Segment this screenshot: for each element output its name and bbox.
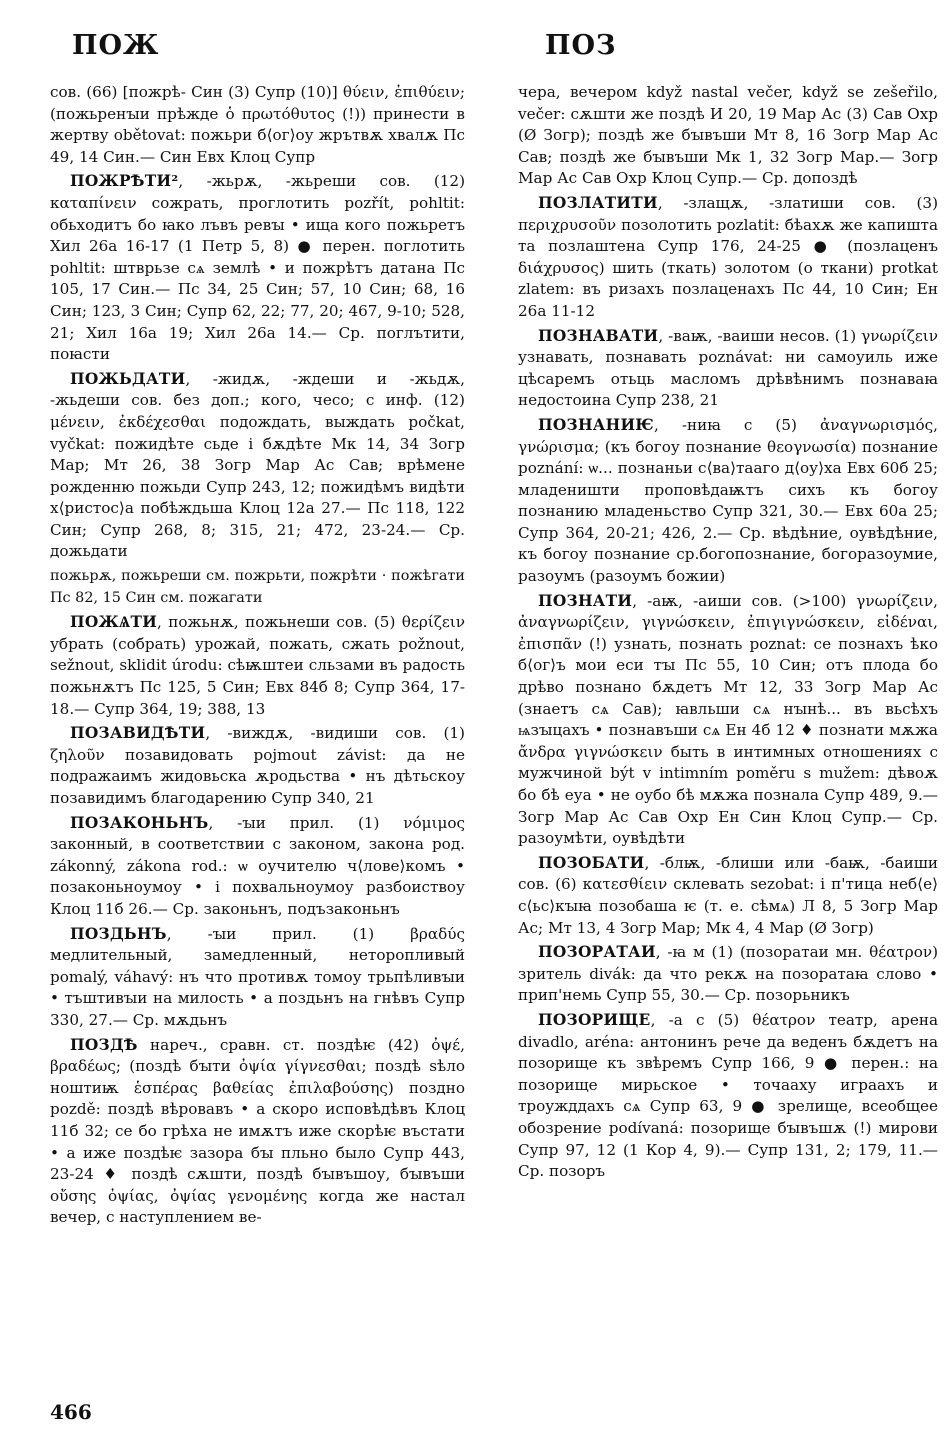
dictionary-entry: ПОЖРѢТИ², -жьрѫ, -жьреши сов. (12) καταπίνειν сожрать, проглотить pozřít, pohltit: обьходитъ бо ꙗко лъвъ ревꙑ • ища кого пожьретъ Хил 26а 16-17 (1 Петр 5, 8) ● перен. поглотить pohltit: штврьзе сѧ землѣ • и пожрѣтъ датана Пс 105, 17 Син.— Пс 34, 25 Син; 57, 10 Син; 68, 16 Син; 123, 3 Син; Супр 62, 22; 77, 20; 467, 9-10; 528, 21; Хил 16а 19; Хил 26а 14.— Ср. поглътити, поꙗсти [50, 172, 466, 364]
right-column [518, 82, 938, 1186]
headword: ПОЗНАНИѤ [538, 415, 654, 434]
headword: ПОЗНАВАТИ [538, 326, 659, 345]
dictionary-entry: ПОЗДЬНЪ, -ꙑи прил. (1) βραδύς медлительный, замедленный, неторопливый pomalý, váhavý: нъ что противѫ томоу трьпѣливꙑи • тъштивꙑи на милость • а поздьнъ на гнѣвъ Супр 330, 27.— Ср. мѫдьнъ [50, 924, 465, 1029]
headword: ПОЗОБАТИ [538, 853, 645, 872]
dictionary-entry: ПОЗНАВАТИ, -ваѭ, -ваиши несов. (1) γνωρίζειν узнавать, познавать poznávat: ни самоуиль иже цѣсаремъ отьць масломъ дрѣвѣнимъ познаваꙗ недостоина Супр 238, 21 [518, 326, 938, 410]
dictionary-entry: ПОЖЬДАТИ, -жидѫ, -ждеши и -жьдѫ, -жьдеши сов. без доп.; кого, чесо; с инф. (12) μένειν, ἐκδέχεσθαι подождать, выждать počkat, vyčkat: пожидѣте сьде і бѫдѣте Мк 14, 34 Зогр Мар; Мт 26, 38 Зогр Мар Ас Сав; врѣмене рожденню пожьди Супр 243, 12; пожидѣмъ видѣти х⟨ристос⟩а побѣждьша Клоц 12а 27.— Пс 118, 122 Син; Супр 268, 8; 315, 21; 472, 23-24.— Ср. дожьдати [50, 369, 465, 561]
dictionary-entry: ПОЗОРИЩЕ, -а с (5) θέατρον театр, арена divadlo, aréna: антонинъ рече да веденъ бѫдетъ на позорище къ звѣремъ Супр 166, 9 ● перен.: на позорище мирьское • точааху играахъ и троужддахъ сѧ Супр 63, 9 ● зрелище, всеобщее обозрение podívaná: позорище бꙑвъшѫ (!) мирови Супр 97, 12 (1 Кор 4, 9).— Супр 131, 2; 179, 11.— Ср. позоръ [518, 1010, 938, 1181]
headword: ПОЗАВИДѢТИ [70, 724, 206, 743]
dictionary-entry: чера, вечером když nastal večer, když se zešeřilo, večer: сѫшти же поздѣ И 20, 19 Мар Ас (3) Сав Охр (Ø Зогр); поздѣ же бꙑвъши Мт 8, 16 Зогр Мар Ас Сав; поздѣ же бꙑвъши Мк 1, 32 Зогр Мар.— Зогр Мар Ас Сав Охр Клоц Супр.— Ср. допоздѣ [518, 83, 938, 188]
dictionary-entry: ПОЗНАТИ, -аѭ, -аиши сов. (>100) γνωρίζειν, ἀναγνωρίζειν, γιγνώσκειν, ἐπιγιγνώσκειν, εἰδέναι, ἐπισπᾶν (!) узнать, познать poznat: се познахъ ѣко б⟨ог⟩ъ мои еси тꙑ Пс 55, 10 Син; отъ плода бо дрѣво познано бѫдетъ Мт 12, 33 Зогр Мар Ас (знаетъ сѧ Сав); ꙗвльши сѧ нꙑнѣ... въ вьсѣхъ ѩзꙑцахъ • познавъши сѧ Ен 4б 12 ♦ познати мѫжа ἄνδρα γιγνώσκειν быть в интимных отношениях с мужчиной být v intimním poměru s mužem: дѣвоѫ бо бѣ еуа • не оубо бѣ мѫжа познала Супр 489, 9.— Зогр Мар Ас Сав Охр Ен Син Клоц Супр.— Ср. разоумѣти, оувѣдѣти [518, 591, 938, 848]
running-head-left: ПОЖ [72, 30, 160, 61]
dictionary-entry: сов. (66) [пожрѣ- Син (3) Супр (10)] θύειν, ἐπιθύειν; (пожьренꙑи прѣжде ὁ πρωτόθυτος (!)) принести в жертву obětovat: пожьри б⟨ог⟩оу жрътвѫ хвалѫ Пс 49, 14 Син.— Син Евх Клоц Супр [50, 83, 465, 166]
headword: ПОЖѦТИ [70, 613, 158, 632]
running-head-right: ПОЗ [545, 30, 617, 61]
dictionary-entry: ПОЗДѢ нареч., сравн. ст. поздѣѥ (42) ὀψέ, βραδέως; (поздѣ бꙑти ὀψία γίγνεσθαι; поздѣ ѕѣло ноштиѭ ἑσπέρας βαθείας ἐπιλαβούσης) поздно pozdě: поздѣ вѣровавъ • а скоро исповѣдѣвъ Клоц 11б 32; се бо грѣха не имѫтъ иже скорѣѥ въстати • а иже поздѣѥ зазора бꙑ пльно было Супр 443, 23-24 ♦ поздѣ сѫшти, поздѣ бꙑвъшоу, бꙑвъши οὔσης ὀψίας, ὀψίας γενομένης когда же настал вечер, с наступлением ве- [50, 1035, 465, 1227]
dictionary-entry: ПОЗАКОНЬНЪ, -ꙑи прил. (1) νόμιμος законный, в соответствии с законом, закона род. zákonný, zákona rod.: ѡ оучителю ч⟨лове⟩комъ • позаконьноумоу • і похвальноумоу разбоиствоу Клоц 11б 26.— Ср. законьнъ, подъзаконьнъ [50, 813, 465, 918]
cross-reference-entry: пожьрѫ, пожьреши см. пожрьти, пожрѣти · пожѣгати Пс 82, 15 Син см. пожагати [50, 568, 465, 606]
left-column [50, 82, 465, 1232]
headword: ПОЖРѢТИ² [70, 172, 179, 191]
dictionary-entry: ПОЗНАНИѤ, -ниꙗ с (5) ἀναγνωρισμός, γνώρισμα; (къ богоу познание θεογνωσία) познание poznání: ѡ... познаньи с⟨ва⟩тааго д⟨оу⟩ха Евх 60б 25; младеништи проповѣдаѭтъ сихъ къ богоу познанию младеньство Супр 321, 30.— Евх 60а 25; Супр 364, 20-21; 426, 2.— Ср. вѣдѣние, оувѣдѣние, къ богоу познание ср.богопознание, богоразоумие, разоумъ (разоумъ божии) [518, 415, 938, 586]
headword: ПОЗОРАТАИ [538, 943, 656, 962]
dictionary-entry: ПОЗОРАТАИ, -ꙗ м (1) (позоратаи мн. θέατρον) зритель divák: да что рекѫ на позоратаꙗ слово • прип'немь Супр 55, 30.— Ср. позорьникъ [518, 943, 938, 1005]
dictionary-entry: ПОЖѦТИ, пожьнѫ, пожьнеши сов. (5) θερίζειν убрать (собрать) урожай, пожать, сжать požnout, sežnout, sklidit úrodu: сѣѭштеи сльзами въ радость пожьнѫтъ Пс 125, 5 Син; Евх 84б 8; Супр 364, 17-18.— Супр 364, 19; 388, 13 [50, 613, 465, 718]
headword: ПОЗНАТИ [538, 591, 633, 610]
headword: ПОЗЛАТИТИ [538, 193, 658, 212]
headword: ПОЖЬДАТИ [70, 369, 186, 388]
page-number: 466 [50, 1400, 92, 1424]
headword: ПОЗДѢ [70, 1035, 138, 1054]
dictionary-entry: ПОЗОБАТИ, -блѭ, -блиши или -баѭ, -баиши сов. (6) κατεσθίειν склевать sezobat: і п'тица неб⟨е⟩с⟨ьс⟩кꙑꙗ позобаша ѥ (т. е. сѣмѧ) Л 8, 5 Зогр Мар Ас; Мт 13, 4 Зогр Мар; Мк 4, 4 Мар (Ø Зогр) [518, 853, 938, 937]
dictionary-entry: ПОЗАВИДѢТИ, -виждѫ, -видиши сов. (1) ζηλοῦν позавидовать pojmout závist: да не подражаимъ жидовьска ѫродьства • нъ дѣтьскоу позавидимъ благодарению Супр 340, 21 [50, 724, 465, 807]
headword: ПОЗОРИЩЕ [538, 1010, 651, 1029]
headword: ПОЗДЬНЪ [70, 924, 167, 943]
dictionary-entry: ПОЗЛАТИТИ, -злащѫ, -златиши сов. (3) περιχρυσοῦν позолотить pozlatit: бѣахѫ же капишта та позлаштена Супр 176, 24-25 ● (позлаценъ διάχρυσος) шить (ткать) золотом (о ткани) protkat zlatem: въ ризахъ позлаценахъ Пс 44, 10 Син; Ен 26а 11-12 [518, 193, 938, 320]
headword: ПОЗАКОНЬНЪ [70, 813, 209, 832]
